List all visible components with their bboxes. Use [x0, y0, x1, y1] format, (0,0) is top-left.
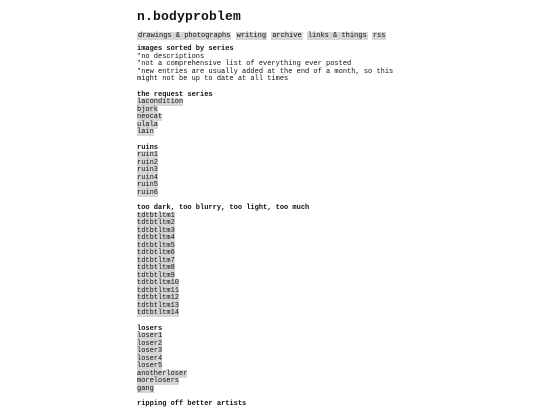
series-item	[137, 129, 467, 137]
series-item-link[interactable]: morelosers	[137, 377, 180, 385]
site-title: n.bodyproblem	[137, 9, 242, 24]
series-section	[137, 205, 467, 318]
series-item	[137, 356, 467, 364]
series-item-link[interactable]: tdtbtltm6	[137, 249, 175, 257]
series-item-link[interactable]: tdtbtltm5	[137, 241, 175, 250]
series-item	[137, 235, 467, 243]
series-title: the request series	[137, 90, 213, 99]
series-title: losers	[137, 324, 163, 333]
series-item	[137, 167, 467, 175]
nav-link-drawings-photographs[interactable]: drawings & photographs	[138, 32, 231, 40]
series-item-link[interactable]: loser4	[137, 354, 163, 363]
series-item	[137, 228, 467, 236]
series-item	[137, 378, 467, 386]
series-item-link[interactable]: tdtbtltm10	[137, 279, 180, 287]
series-item-link[interactable]: neocat	[137, 113, 163, 121]
series-item-link[interactable]: gang	[137, 384, 154, 393]
series-item-link[interactable]: tdtbtltm11	[137, 286, 180, 295]
series-title: ripping off better artists	[137, 400, 247, 408]
series-item-link[interactable]: ruin4	[137, 173, 159, 182]
series-item-link[interactable]: tdtbtltm7	[137, 256, 175, 265]
series-item	[137, 280, 467, 288]
series-item	[137, 99, 467, 107]
series-section	[137, 92, 467, 137]
series-item	[137, 175, 467, 183]
series-item	[137, 213, 467, 221]
series-item	[137, 371, 467, 379]
series-item-link[interactable]: ulala	[137, 120, 159, 129]
series-item	[137, 160, 467, 168]
series-item-link[interactable]: lain	[137, 128, 154, 136]
series-list	[137, 92, 467, 409]
series-item-link[interactable]: tdtbtltm2	[137, 219, 175, 227]
series-section	[137, 145, 467, 198]
series-item	[137, 243, 467, 251]
series-item	[137, 333, 467, 341]
nav-link-rss[interactable]: rss	[372, 32, 386, 40]
series-item	[137, 341, 467, 349]
series-item-link[interactable]: loser1	[137, 332, 163, 340]
series-item-link[interactable]: tdtbtltm9	[137, 271, 175, 280]
series-item-link[interactable]: ruin6	[137, 188, 159, 197]
intro-line: might not be up to date at all times	[137, 75, 289, 83]
series-item	[137, 122, 467, 130]
intro-line: *new entries are usually added at the end of a month, so this	[137, 67, 394, 76]
series-item-link[interactable]: tdtbtltm3	[137, 226, 175, 235]
nav-link-writing[interactable]: writing	[236, 32, 267, 40]
series-item-link[interactable]: tdtbtltm13	[137, 301, 180, 310]
series-item	[137, 288, 467, 296]
series-item	[137, 258, 467, 266]
series-item-link[interactable]: loser2	[137, 339, 163, 348]
series-item	[137, 250, 467, 258]
series-item-link[interactable]: ruin3	[137, 166, 159, 174]
series-item-link[interactable]: loser5	[137, 362, 163, 370]
series-item	[137, 265, 467, 273]
series-item-link[interactable]: tdtbtltm14	[137, 309, 180, 317]
series-item-link[interactable]: anotherloser	[137, 369, 188, 378]
intro-block	[137, 46, 467, 84]
series-item	[137, 114, 467, 122]
series-item-link[interactable]: ruin2	[137, 158, 159, 167]
series-item-link[interactable]: ruin1	[137, 151, 159, 159]
series-item	[137, 348, 467, 356]
series-item-link[interactable]: loser3	[137, 347, 163, 355]
intro-line: *not a comprehensive list of everything ever posted	[137, 60, 352, 68]
intro-heading: images sorted by series	[137, 45, 234, 53]
series-item	[137, 152, 467, 160]
series-item-link[interactable]: tdtbtltm8	[137, 264, 175, 272]
series-item	[137, 303, 467, 311]
series-item	[137, 386, 467, 394]
series-item	[137, 190, 467, 198]
series-item	[137, 273, 467, 281]
series-item-link[interactable]: ruin5	[137, 181, 159, 189]
top-nav	[137, 32, 467, 41]
series-item	[137, 295, 467, 303]
series-item-link[interactable]: tdtbtltm1	[137, 211, 175, 220]
series-item	[137, 310, 467, 318]
series-item	[137, 220, 467, 228]
series-item	[137, 182, 467, 190]
intro-line: *no descriptions	[137, 52, 205, 61]
page-content	[137, 0, 467, 409]
series-title: too dark, too blurry, too light, too much	[137, 204, 310, 212]
series-section	[137, 326, 467, 394]
nav-link-archive[interactable]: archive	[272, 32, 302, 40]
series-item-link[interactable]: tdtbtltm4	[137, 234, 175, 242]
nav-link-links-things[interactable]: links & things	[307, 32, 367, 40]
series-title: ruins	[137, 143, 159, 152]
series-item	[137, 107, 467, 115]
series-item-link[interactable]: lacondition	[137, 98, 184, 106]
series-item-link[interactable]: bjork	[137, 105, 159, 114]
series-item-link[interactable]: tdtbtltm12	[137, 294, 180, 302]
